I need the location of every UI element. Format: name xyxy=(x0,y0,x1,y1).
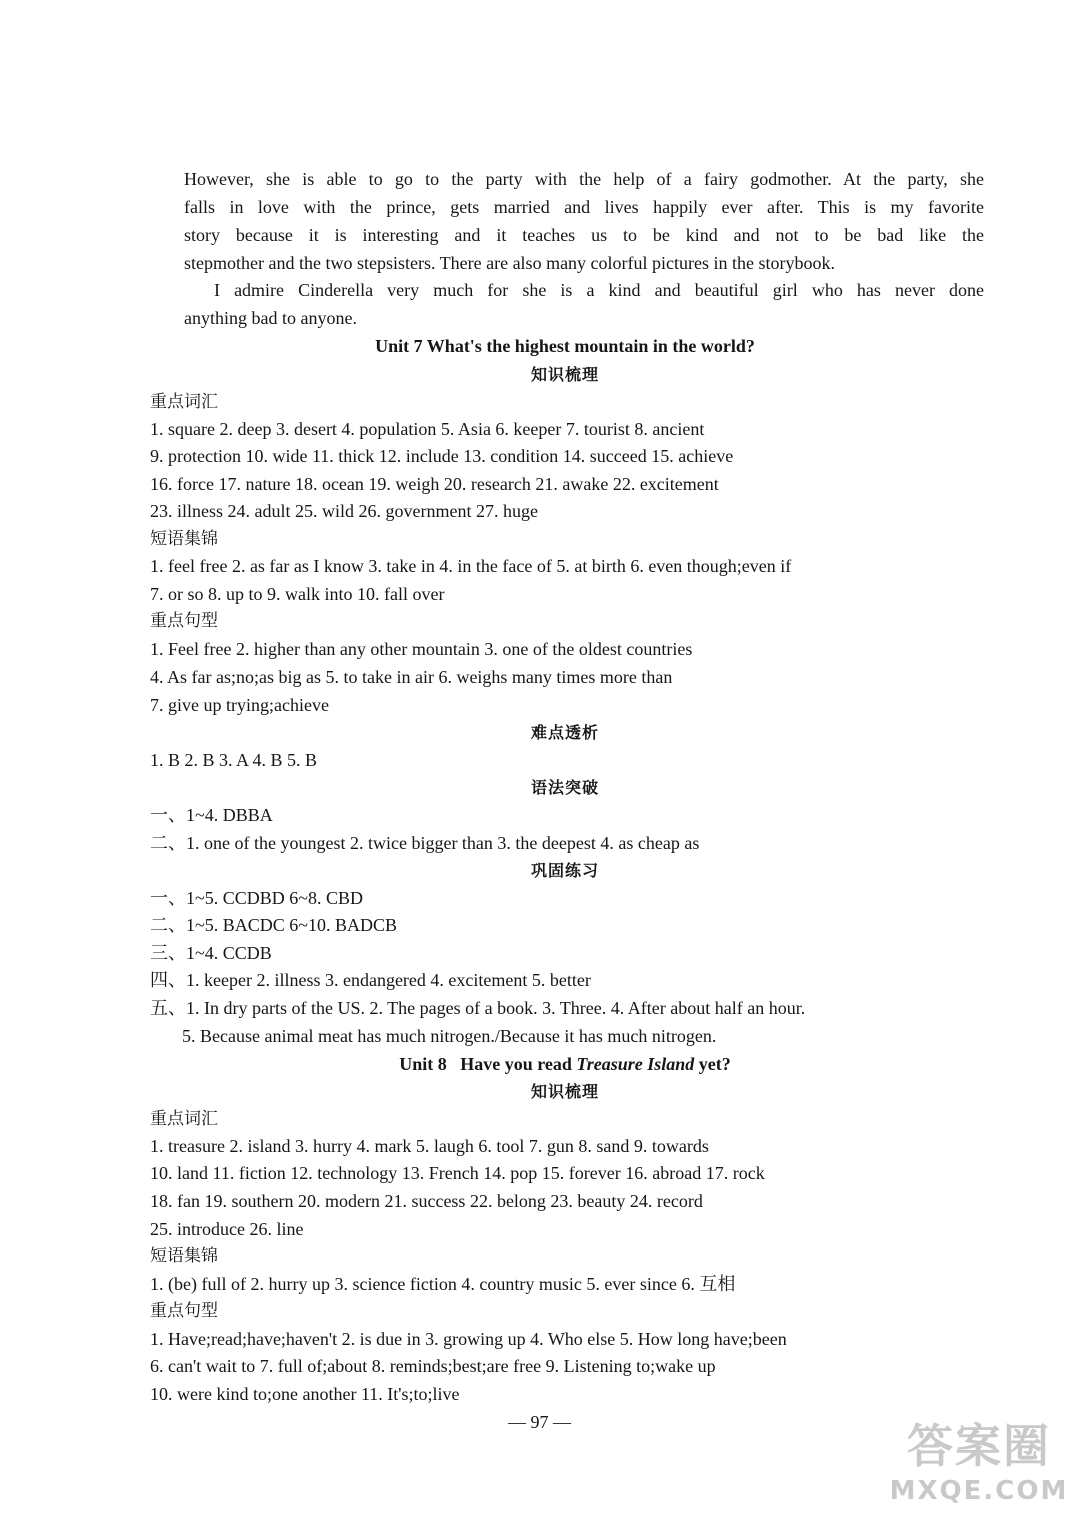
unit7-practice-line-3: 三、1~4. CCDB xyxy=(150,943,272,963)
unit7-vocab-line-1: 1. square 2. deep 3. desert 4. population 5. Asia 6. keeper 7. tourist 8. ancient xyxy=(150,419,705,439)
unit7-phrases-label: 短语集锦 xyxy=(150,529,218,549)
unit8-knowledge-heading: 知识梳理 xyxy=(530,1082,599,1101)
unit8-vocab-line-1: 1. treasure 2. island 3. hurry 4. mark 5. laugh 6. tool 7. gun 8. sand 9. towards xyxy=(150,1136,709,1156)
unit7-phrases-line-2: 7. or so 8. up to 9. walk into 10. fall over xyxy=(150,584,445,604)
unit7-grammar-line-2: 二、1. one of the youngest 2. twice bigger than 3. the deepest 4. as cheap as xyxy=(150,833,700,853)
watermark-site: MXQE.COM xyxy=(889,1476,1069,1506)
unit7-sentences-line-3: 7. give up trying;achieve xyxy=(150,695,329,715)
unit7-practice-line-4: 四、1. keeper 2. illness 3. endangered 4. excitement 5. better xyxy=(150,970,591,990)
unit7-practice-line-6: 5. Because animal meat has much nitrogen./Because it has much nitrogen. xyxy=(182,1026,717,1046)
unit7-sentences-label: 重点句型 xyxy=(150,611,218,631)
story-line-3: story because it is interesting and it teaches us to be kind and not to be bad like the xyxy=(184,225,984,245)
story-line-4: stepmother and the two stepsisters. There are also many colorful pictures in the storybook. xyxy=(184,253,836,273)
unit8-vocab-line-4: 25. introduce 26. line xyxy=(150,1219,304,1239)
unit7-practice-line-1: 一、1~5. CCDBD 6~8. CBD xyxy=(150,888,364,908)
unit8-title-book: Treasure Island xyxy=(576,1054,695,1074)
unit8-sentences-line-3: 10. were kind to;one another 11. It's;to;live xyxy=(150,1384,460,1404)
unit8-title-suffix: yet? xyxy=(694,1054,731,1074)
unit7-grammar-heading: 语法突破 xyxy=(530,778,599,797)
unit8-sentences-line-2: 6. can't wait to 7. full of;about 8. reminds;best;are free 9. Listening to;wake up xyxy=(150,1356,716,1376)
unit7-vocab-label: 重点词汇 xyxy=(150,392,218,412)
story-para2-line-2: anything bad to anyone. xyxy=(184,308,357,328)
unit8-sentences-label: 重点句型 xyxy=(150,1301,218,1321)
unit7-sentences-line-1: 1. Feel free 2. higher than any other mountain 3. one of the oldest countries xyxy=(150,639,693,659)
unit7-grammar-line-1: 一、1~4. DBBA xyxy=(150,805,273,825)
story-line-1: However, she is able to go to the party with the help of a fairy godmother. At the party, she xyxy=(184,169,984,189)
unit7-difficulty-heading: 难点透析 xyxy=(530,723,599,742)
unit7-phrases-line-1: 1. feel free 2. as far as I know 3. take in 4. in the face of 5. at birth 6. even though;even if xyxy=(150,556,792,576)
story-line-2: falls in love with the prince, gets married and lives happily ever after. This is my favorite xyxy=(184,197,984,217)
unit7-vocab-line-2: 9. protection 10. wide 11. thick 12. include 13. condition 14. succeed 15. achieve xyxy=(150,446,734,466)
watermark-logo-text: 答案圈 xyxy=(907,1419,1051,1473)
unit7-practice-line-2: 二、1~5. BACDC 6~10. BADCB xyxy=(150,915,398,935)
unit8-title xyxy=(150,1051,980,1078)
unit7-practice-heading: 巩固练习 xyxy=(530,861,599,880)
unit7-difficulty-answers: 1. B 2. B 3. A 4. B 5. B xyxy=(150,750,318,770)
unit7-vocab-line-4: 23. illness 24. adult 25. wild 26. government 27. huge xyxy=(150,501,538,521)
unit7-vocab-line-3: 16. force 17. nature 18. ocean 19. weigh 20. research 21. awake 22. excitement xyxy=(150,474,719,494)
unit7-practice-line-5: 五、1. In dry parts of the US. 2. The pages of a book. 3. Three. 4. After about half an hour. xyxy=(150,998,806,1018)
unit8-vocab-label: 重点词汇 xyxy=(150,1109,218,1129)
page-number: — 97 — xyxy=(508,1412,571,1432)
unit7-title: Unit 7 What's the highest mountain in the world? xyxy=(375,336,755,356)
watermark-logo xyxy=(889,1410,1069,1530)
unit7-sentences-line-2: 4. As far as;no;as big as 5. to take in air 6. weighs many times more than xyxy=(150,667,673,687)
unit7-knowledge-heading: 知识梳理 xyxy=(530,365,599,384)
story-para2-line-1: I admire Cinderella very much for she is a kind and beautiful girl who has never done xyxy=(214,280,984,300)
unit8-vocab-line-2: 10. land 11. fiction 12. technology 13. French 14. pop 15. forever 16. abroad 17. rock xyxy=(150,1163,765,1183)
unit8-sentences-line-1: 1. Have;read;have;haven't 2. is due in 3. growing up 4. Who else 5. How long have;been xyxy=(150,1329,787,1349)
unit8-phrases-line-1: 1. (be) full of 2. hurry up 3. science fiction 4. country music 5. ever since 6. 互相 xyxy=(150,1274,736,1294)
unit8-title-prefix: Unit 8 Have you read xyxy=(399,1054,577,1074)
unit8-phrases-label: 短语集锦 xyxy=(150,1246,218,1266)
unit8-vocab-line-3: 18. fan 19. southern 20. modern 21. success 22. belong 23. beauty 24. record xyxy=(150,1191,703,1211)
